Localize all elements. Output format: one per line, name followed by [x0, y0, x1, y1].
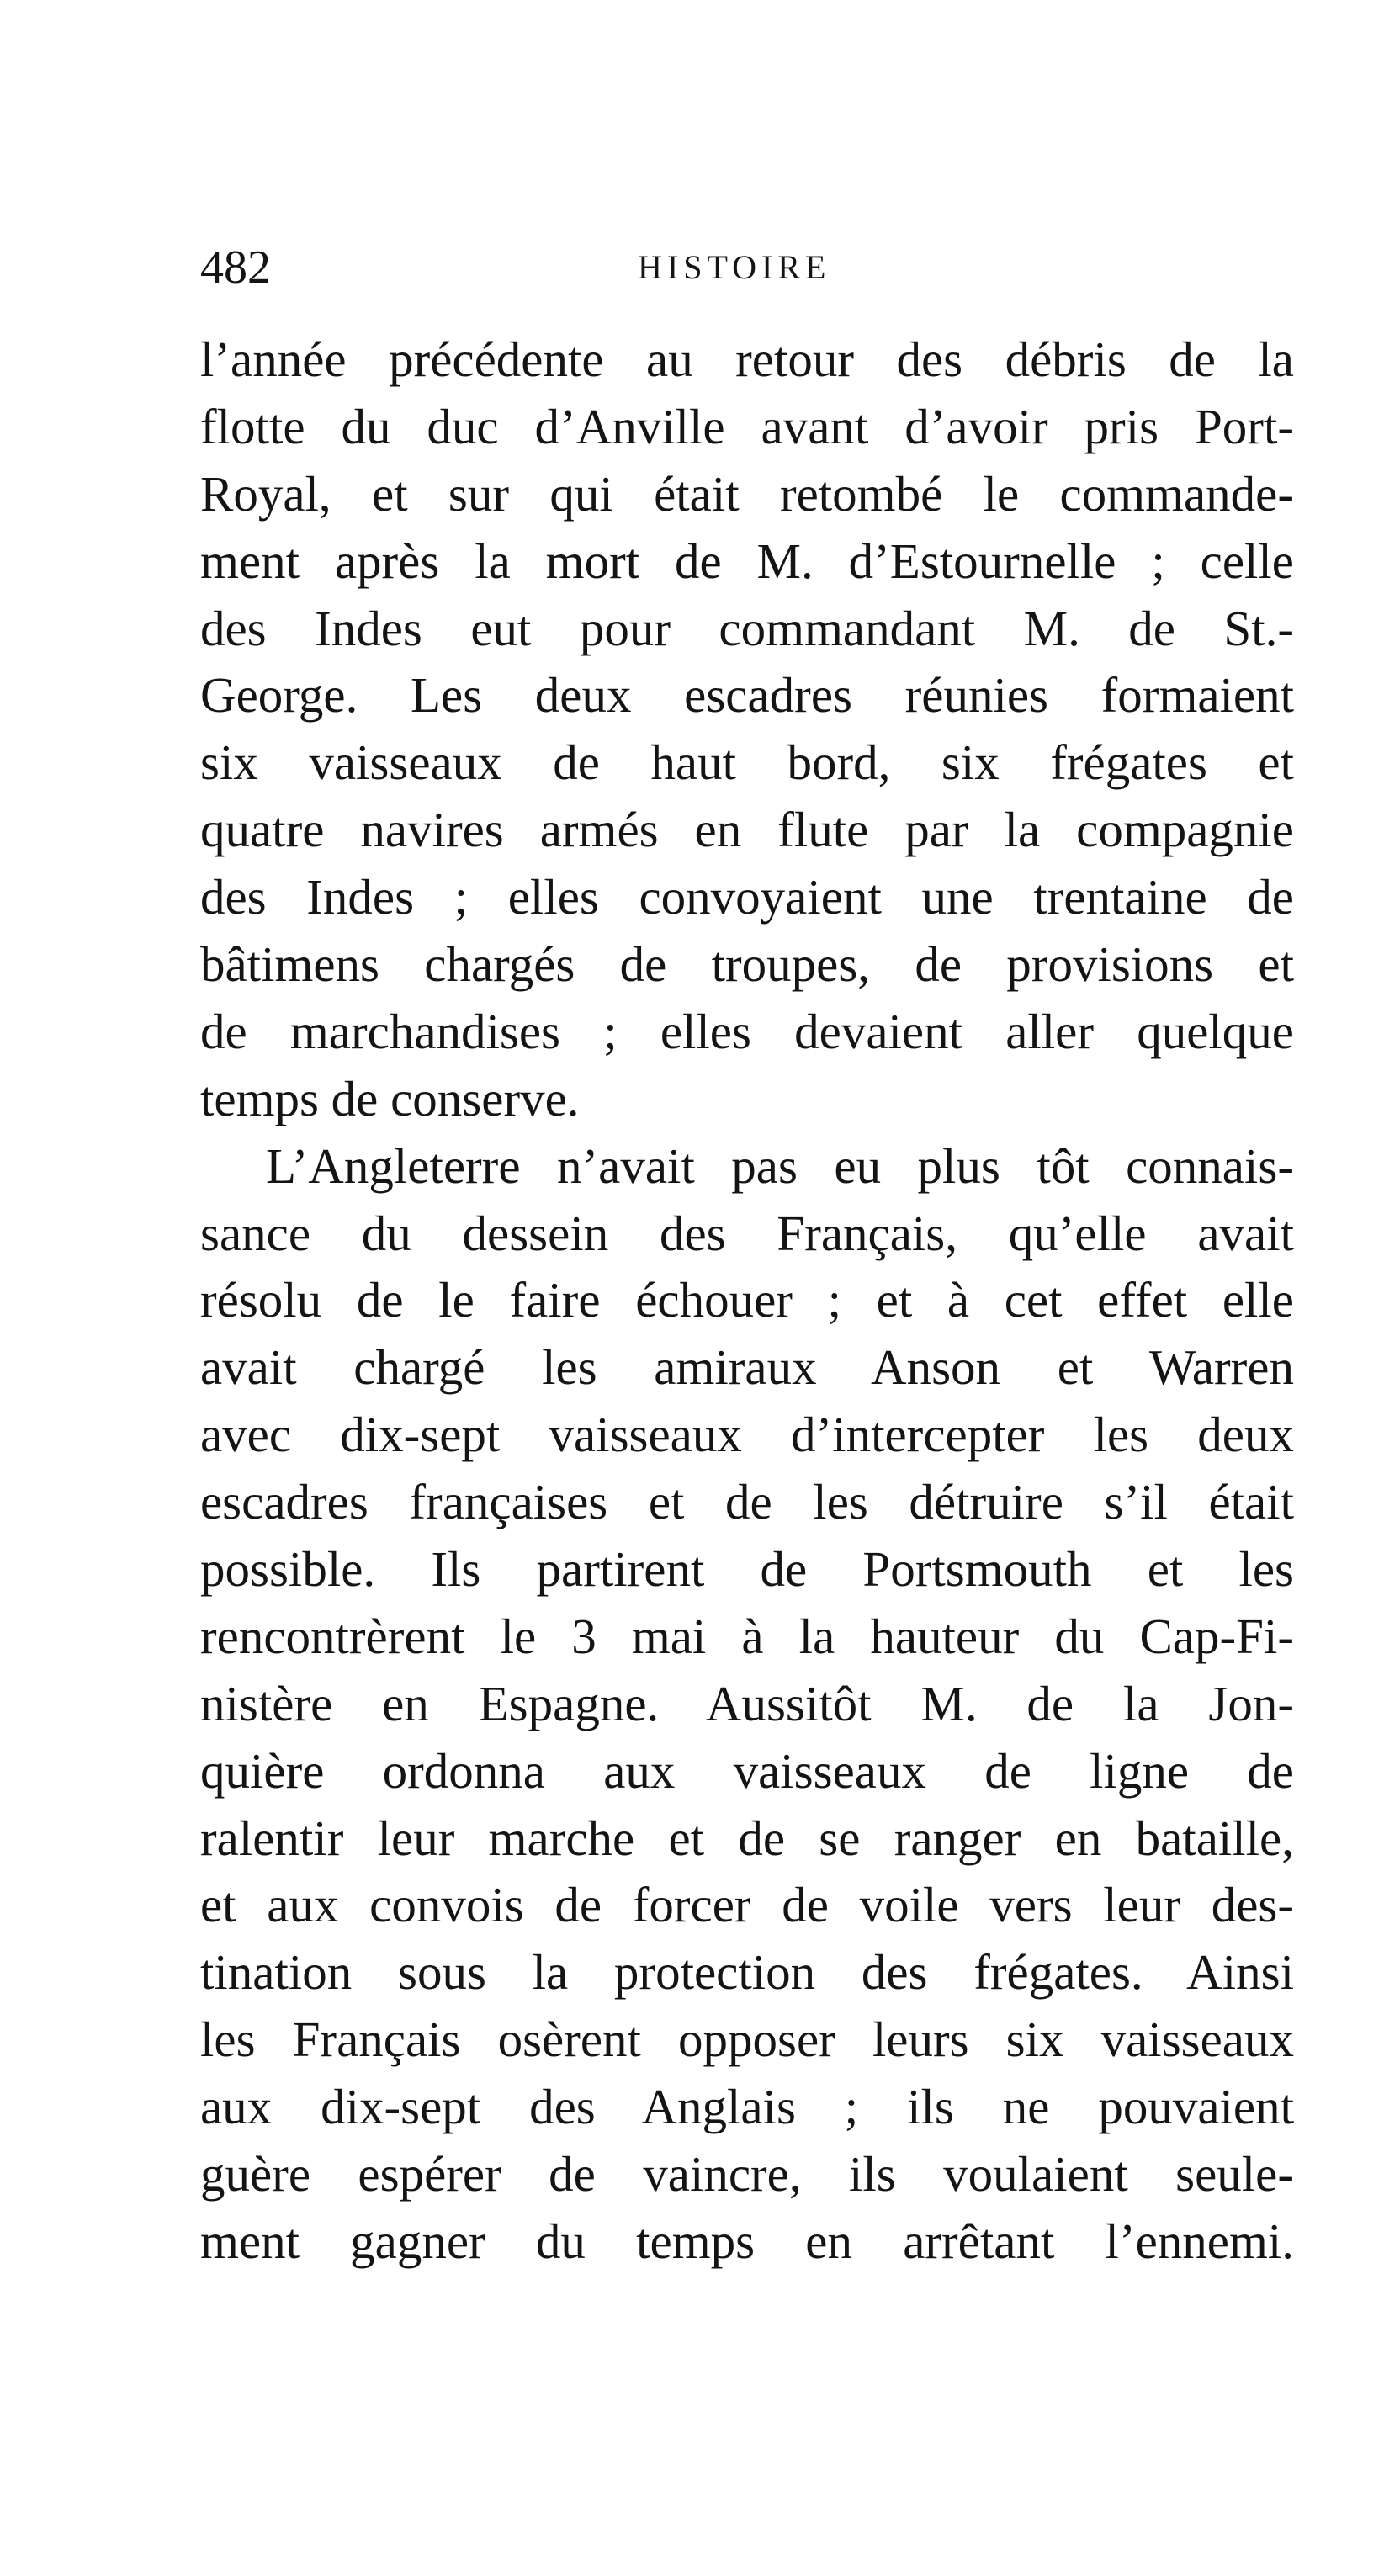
text-line: ment après la mort de M. d’Estournelle ; celle — [200, 533, 1294, 589]
text-line: quatre navires armés en flute par la compagnie — [200, 802, 1294, 858]
text-line: guère espérer de vaincre, ils voulaient seule- — [200, 2146, 1294, 2202]
text-line: flotte du duc d’Anville avant d’avoir pris Port- — [200, 398, 1294, 454]
body-text — [200, 326, 1294, 2276]
text-line: sance du dessein des Français, qu’elle avait — [200, 1205, 1294, 1261]
text-line: résolu de le faire échouer ; et à cet effet elle — [200, 1272, 1294, 1328]
text-line: escadres françaises et de les détruire s’il était — [200, 1474, 1294, 1530]
text-line: rencontrèrent le 3 mai à la hauteur du Cap-Fi- — [200, 1608, 1294, 1664]
text-line: avec dix-sept vaisseaux d’intercepter les deux — [200, 1407, 1294, 1463]
text-line: aux dix-sept des Anglais ; ils ne pouvaient — [200, 2079, 1294, 2135]
running-title: HISTOIRE — [638, 248, 831, 286]
text-line: ment gagner du temps en arrêtant l’ennemi. — [200, 2213, 1294, 2269]
text-line: l’année précédente au retour des débris de la — [200, 331, 1294, 387]
text-line: de marchandises ; elles devaient aller quelque — [200, 1003, 1294, 1059]
text-line: George. Les deux escadres réunies formaient — [200, 667, 1294, 724]
text-line: et aux convois de forcer de voile vers leur des- — [200, 1877, 1294, 1933]
page-number: 482 — [200, 241, 271, 294]
text-line: tination sous la protection des frégates. Ainsi — [200, 1944, 1294, 2001]
text-line: bâtimens chargés de troupes, de provisions et — [200, 936, 1294, 993]
text-line: des Indes eut pour commandant M. de St.- — [200, 600, 1294, 656]
text-line: les Français osèrent opposer leurs six vaisseaux — [200, 2012, 1294, 2068]
page-header — [200, 234, 1294, 301]
text-line: avait chargé les amiraux Anson et Warren — [200, 1339, 1294, 1396]
paragraph-end-line: temps de conserve. — [200, 1070, 580, 1126]
text-line: quière ordonna aux vaisseaux de ligne de — [200, 1742, 1294, 1799]
text-line: des Indes ; elles convoyaient une trentaine de — [200, 869, 1294, 925]
text-line: possible. Ils partirent de Portsmouth et les — [200, 1541, 1294, 1598]
text-line: six vaisseaux de haut bord, six frégates et — [200, 734, 1294, 791]
paragraph-start-line: L’Angleterre n’avait pas eu plus tôt connais- — [266, 1137, 1294, 1194]
text-line: nistère en Espagne. Aussitôt M. de la Jon- — [200, 1675, 1294, 1731]
text-line: ralentir leur marche et de se ranger en bataille, — [200, 1810, 1294, 1866]
text-line: Royal, et sur qui était retombé le commande- — [200, 465, 1294, 522]
